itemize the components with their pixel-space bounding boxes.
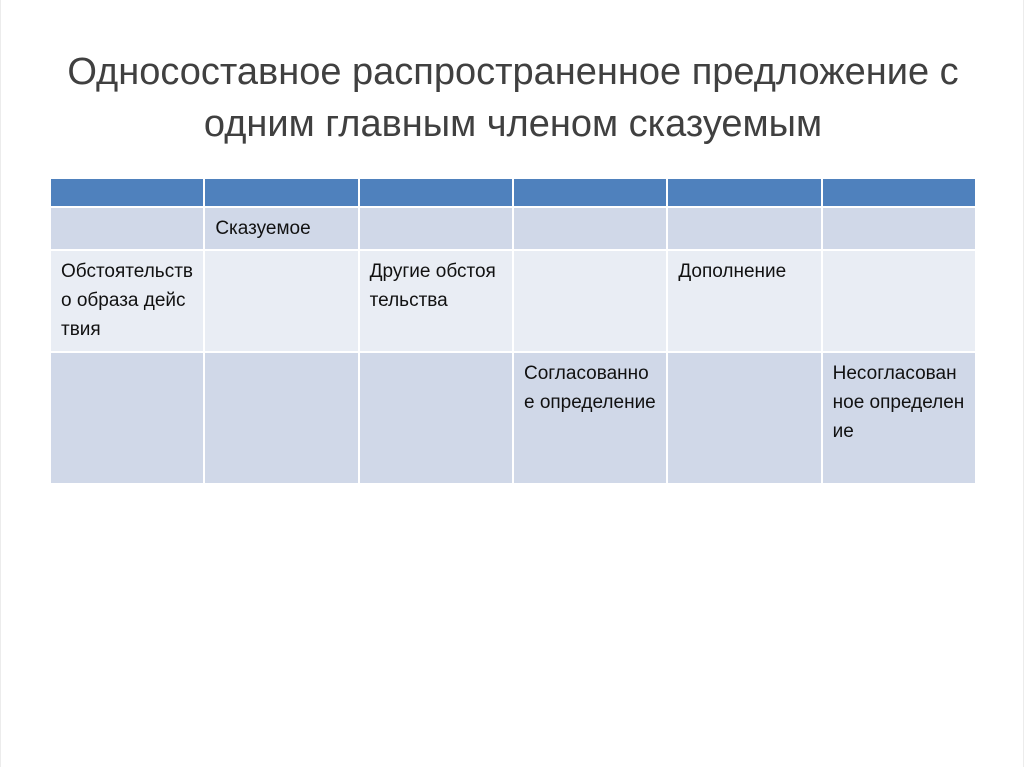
cell-adverbial-of-manner: Обстоятельство образа действия bbox=[51, 251, 203, 351]
table-header-row bbox=[51, 179, 975, 206]
slide-title: Односоставное распространенное предложение с одним главным членом сказуемым bbox=[67, 51, 959, 145]
table-cell bbox=[205, 353, 357, 483]
header-cell-4 bbox=[514, 179, 666, 206]
table-cell bbox=[360, 353, 512, 483]
table-row bbox=[51, 208, 975, 249]
cell-agreed-attribute: Согласованное определение bbox=[514, 353, 666, 483]
cell-other-adverbials: Другие обстоятельства bbox=[360, 251, 512, 351]
table-cell bbox=[668, 208, 820, 249]
table-cell bbox=[514, 251, 666, 351]
sentence-structure-table-wrap bbox=[49, 177, 977, 485]
table-cell bbox=[360, 208, 512, 249]
table-row bbox=[51, 353, 975, 483]
header-cell-2 bbox=[205, 179, 357, 206]
table-cell bbox=[205, 251, 357, 351]
table-cell bbox=[51, 208, 203, 249]
cell-predicate: Сказуемое bbox=[205, 208, 357, 249]
cell-non-agreed-attribute: Несогласованное определение bbox=[823, 353, 975, 483]
header-cell-6 bbox=[823, 179, 975, 206]
header-cell-1 bbox=[51, 179, 203, 206]
table-cell bbox=[823, 208, 975, 249]
table-cell bbox=[51, 353, 203, 483]
sentence-structure-table bbox=[49, 177, 977, 485]
header-cell-3 bbox=[360, 179, 512, 206]
table-cell bbox=[823, 251, 975, 351]
table-cell bbox=[668, 353, 820, 483]
cell-object: Дополнение bbox=[668, 251, 820, 351]
header-cell-5 bbox=[668, 179, 820, 206]
table-row bbox=[51, 251, 975, 351]
table-cell bbox=[514, 208, 666, 249]
